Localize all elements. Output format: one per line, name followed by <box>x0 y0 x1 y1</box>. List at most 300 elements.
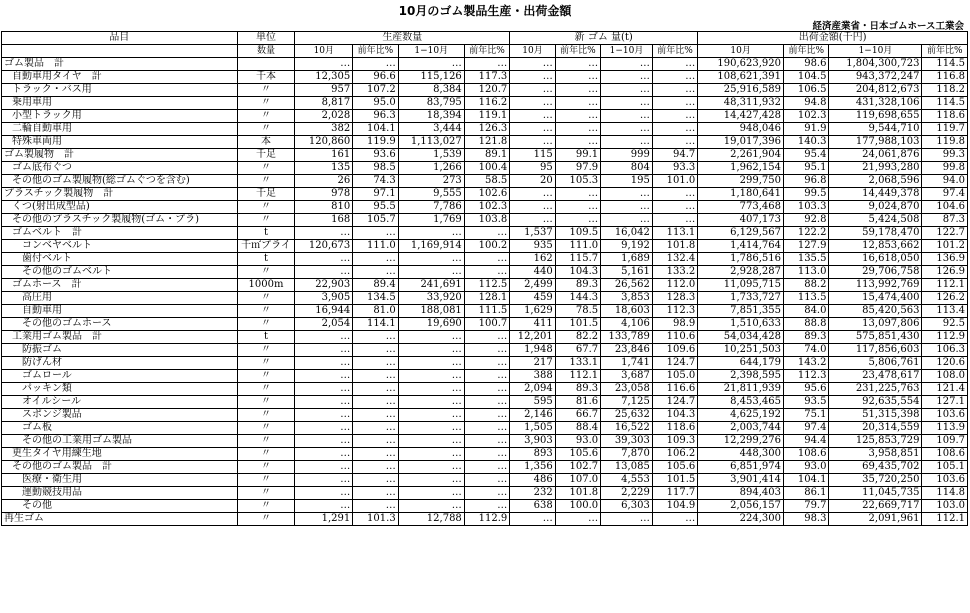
value-cell: 7,786 <box>398 201 464 214</box>
value-cell: 108.6 <box>922 448 968 461</box>
item-unit: 〃 <box>237 474 295 487</box>
value-cell: 106.5 <box>784 84 829 97</box>
value-cell: … <box>464 383 509 396</box>
value-cell: 12,788 <box>398 513 464 526</box>
value-cell: 6,303 <box>601 500 653 513</box>
value-cell: … <box>510 110 555 123</box>
item-unit: 千㎡プライ <box>237 240 295 253</box>
value-cell: 132.4 <box>652 253 697 266</box>
item-unit: 〃 <box>237 396 295 409</box>
value-cell: 105.3 <box>555 175 600 188</box>
value-cell: 115,126 <box>398 71 464 84</box>
value-cell: 4,553 <box>601 474 653 487</box>
table-row <box>2 370 968 383</box>
value-cell: 1,291 <box>295 513 353 526</box>
value-cell: 118.2 <box>922 84 968 97</box>
value-cell: 2,229 <box>601 487 653 500</box>
value-cell: 100.4 <box>464 162 509 175</box>
value-cell: 103.8 <box>464 214 509 227</box>
item-unit: 1000m <box>237 279 295 292</box>
value-cell: 122.7 <box>922 227 968 240</box>
value-cell: 102.7 <box>555 461 600 474</box>
item-name: 自動車用 <box>2 305 238 318</box>
value-cell: 5,424,508 <box>829 214 922 227</box>
table-row <box>2 175 968 188</box>
value-cell: 948,046 <box>698 123 784 136</box>
value-cell: 111.0 <box>353 240 398 253</box>
value-cell: 119.8 <box>922 136 968 149</box>
value-cell: … <box>652 201 697 214</box>
subheader-cell: 1−10月 <box>601 45 653 58</box>
value-cell: 14,449,378 <box>829 188 922 201</box>
value-cell: 104.5 <box>784 71 829 84</box>
value-cell: 18,603 <box>601 305 653 318</box>
value-cell: … <box>601 84 653 97</box>
value-cell: … <box>353 461 398 474</box>
value-cell: … <box>353 227 398 240</box>
value-cell: 11,095,715 <box>698 279 784 292</box>
table-row <box>2 396 968 409</box>
value-cell: … <box>510 188 555 201</box>
value-cell: … <box>652 71 697 84</box>
item-name: 特殊車両用 <box>2 136 238 149</box>
value-cell: 773,468 <box>698 201 784 214</box>
value-cell: 94.7 <box>652 149 697 162</box>
value-cell: 2,499 <box>510 279 555 292</box>
value-cell: … <box>295 474 353 487</box>
value-cell: 12,201 <box>510 331 555 344</box>
value-cell: … <box>510 513 555 526</box>
value-cell: 1,689 <box>601 253 653 266</box>
value-cell: … <box>555 214 600 227</box>
value-cell: … <box>464 474 509 487</box>
value-cell: 67.7 <box>555 344 600 357</box>
value-cell: 133.2 <box>652 266 697 279</box>
value-cell: 19,017,396 <box>698 136 784 149</box>
value-cell: … <box>398 383 464 396</box>
value-cell: 116.8 <box>922 71 968 84</box>
table-row <box>2 305 968 318</box>
value-cell: 22,669,717 <box>829 500 922 513</box>
table-row <box>2 97 968 110</box>
value-cell: … <box>353 396 398 409</box>
value-cell: 9,544,710 <box>829 123 922 136</box>
subheader-cell: 前年比% <box>922 45 968 58</box>
item-unit: 〃 <box>237 305 295 318</box>
item-unit: 〃 <box>237 500 295 513</box>
value-cell: 89.3 <box>784 331 829 344</box>
value-cell: … <box>652 97 697 110</box>
value-cell: 104.1 <box>353 123 398 136</box>
value-cell: … <box>464 344 509 357</box>
value-cell: 111.5 <box>464 305 509 318</box>
value-cell: 119.7 <box>922 123 968 136</box>
value-cell: 54,034,428 <box>698 331 784 344</box>
item-name: 高圧用 <box>2 292 238 305</box>
value-cell: 94.4 <box>784 435 829 448</box>
value-cell: 94.0 <box>922 175 968 188</box>
table-row <box>2 461 968 474</box>
value-cell: 124.7 <box>652 357 697 370</box>
value-cell: 98.6 <box>784 58 829 71</box>
value-cell: 2,146 <box>510 409 555 422</box>
value-cell: … <box>464 409 509 422</box>
table-row <box>2 331 968 344</box>
value-cell: 935 <box>510 240 555 253</box>
item-name: パッキン類 <box>2 383 238 396</box>
value-cell: 978 <box>295 188 353 201</box>
value-cell: 101.8 <box>652 240 697 253</box>
item-unit <box>237 58 295 71</box>
table-row <box>2 409 968 422</box>
item-unit: 〃 <box>237 383 295 396</box>
item-name: その他のゴム製品 計 <box>2 461 238 474</box>
item-unit: 〃 <box>237 123 295 136</box>
value-cell: 14,427,428 <box>698 110 784 123</box>
item-unit: 〃 <box>237 84 295 97</box>
value-cell: 105.0 <box>652 370 697 383</box>
item-name: トラック・バス用 <box>2 84 238 97</box>
item-unit: t <box>237 253 295 266</box>
value-cell: 98.3 <box>784 513 829 526</box>
value-cell: 1,769 <box>398 214 464 227</box>
value-cell: … <box>464 435 509 448</box>
value-cell: 3,905 <box>295 292 353 305</box>
value-cell: 231,225,763 <box>829 383 922 396</box>
subheader-cell: 10月 <box>698 45 784 58</box>
value-cell: 112.3 <box>784 370 829 383</box>
value-cell: 114.5 <box>922 97 968 110</box>
value-cell: 104.6 <box>922 201 968 214</box>
item-unit: 〃 <box>237 214 295 227</box>
table-row <box>2 344 968 357</box>
value-cell: 133.1 <box>555 357 600 370</box>
value-cell: 89.1 <box>464 149 509 162</box>
value-cell: 103.6 <box>922 474 968 487</box>
item-name: その他の工業用ゴム製品 <box>2 435 238 448</box>
item-name: その他のプラスチック製履物(ゴム・プラ) <box>2 214 238 227</box>
value-cell: 1,539 <box>398 149 464 162</box>
item-unit: 〃 <box>237 357 295 370</box>
value-cell: 133,789 <box>601 331 653 344</box>
value-cell: 78.5 <box>555 305 600 318</box>
item-name: ゴム板 <box>2 422 238 435</box>
value-cell: 9,024,870 <box>829 201 922 214</box>
value-cell: … <box>510 136 555 149</box>
value-cell: … <box>464 396 509 409</box>
value-cell: … <box>601 71 653 84</box>
item-name: プラスチック製履物 計 <box>2 188 238 201</box>
value-cell: 16,522 <box>601 422 653 435</box>
value-cell: 83,795 <box>398 97 464 110</box>
value-cell: 107.0 <box>555 474 600 487</box>
header-production: 生産数量 <box>295 32 510 45</box>
value-cell: … <box>510 71 555 84</box>
value-cell: 1,169,914 <box>398 240 464 253</box>
item-name: ゴムベルト 計 <box>2 227 238 240</box>
value-cell: 99.8 <box>922 162 968 175</box>
value-cell: 1,629 <box>510 305 555 318</box>
value-cell: … <box>353 422 398 435</box>
value-cell: 16,618,050 <box>829 253 922 266</box>
value-cell: … <box>510 214 555 227</box>
table-row <box>2 214 968 227</box>
item-name: ゴム製品 計 <box>2 58 238 71</box>
value-cell: 112.9 <box>922 331 968 344</box>
value-cell: 999 <box>601 149 653 162</box>
value-cell: 13,085 <box>601 461 653 474</box>
value-cell: 25,632 <box>601 409 653 422</box>
value-cell: 8,817 <box>295 97 353 110</box>
value-cell: 74.3 <box>353 175 398 188</box>
item-name: ゴムロール <box>2 370 238 383</box>
value-cell: 95 <box>510 162 555 175</box>
value-cell: 143.2 <box>784 357 829 370</box>
value-cell: 575,851,430 <box>829 331 922 344</box>
subheader-cell: 前年比% <box>784 45 829 58</box>
value-cell: 7,870 <box>601 448 653 461</box>
value-cell: … <box>353 500 398 513</box>
value-cell: … <box>398 487 464 500</box>
value-cell: … <box>398 357 464 370</box>
item-name: 防振ゴム <box>2 344 238 357</box>
value-cell: 195 <box>601 175 653 188</box>
value-cell: 20 <box>510 175 555 188</box>
value-cell: … <box>510 97 555 110</box>
value-cell: 108.0 <box>922 370 968 383</box>
value-cell: … <box>464 331 509 344</box>
item-name: その他 <box>2 500 238 513</box>
value-cell: 118.6 <box>922 110 968 123</box>
item-name: 乗用車用 <box>2 97 238 110</box>
value-cell: 106.2 <box>652 448 697 461</box>
header-row-2 <box>2 45 968 58</box>
value-cell: … <box>398 500 464 513</box>
value-cell: 3,901,414 <box>698 474 784 487</box>
value-cell: 25,916,589 <box>698 84 784 97</box>
item-unit: 〃 <box>237 266 295 279</box>
value-cell: 16,944 <box>295 305 353 318</box>
value-cell: 19,690 <box>398 318 464 331</box>
value-cell: 102.6 <box>464 188 509 201</box>
value-cell: … <box>652 123 697 136</box>
subheader-cell: 前年比% <box>464 45 509 58</box>
value-cell: 109.6 <box>652 344 697 357</box>
table-row <box>2 318 968 331</box>
value-cell: 119.9 <box>353 136 398 149</box>
table-row <box>2 110 968 123</box>
value-cell: … <box>353 487 398 500</box>
value-cell: 224,300 <box>698 513 784 526</box>
item-unit: 〃 <box>237 162 295 175</box>
item-name: くつ(射出成型品) <box>2 201 238 214</box>
value-cell: 113.9 <box>922 422 968 435</box>
value-cell: 16,042 <box>601 227 653 240</box>
value-cell: 87.3 <box>922 214 968 227</box>
item-unit: 本 <box>237 136 295 149</box>
value-cell: … <box>398 396 464 409</box>
item-unit: 〃 <box>237 201 295 214</box>
value-cell: … <box>398 370 464 383</box>
value-cell: 1,510,633 <box>698 318 784 331</box>
value-cell: 104.1 <box>784 474 829 487</box>
value-cell: 26,562 <box>601 279 653 292</box>
value-cell: … <box>353 448 398 461</box>
table-row <box>2 292 968 305</box>
value-cell: … <box>555 84 600 97</box>
item-name: 自動車用タイヤ 計 <box>2 71 238 84</box>
value-cell: 177,988,103 <box>829 136 922 149</box>
value-cell: 9,555 <box>398 188 464 201</box>
value-cell: 12,305 <box>295 71 353 84</box>
item-unit: 〃 <box>237 175 295 188</box>
value-cell: 99.3 <box>922 149 968 162</box>
value-cell: … <box>652 136 697 149</box>
value-cell: … <box>295 422 353 435</box>
value-cell: … <box>295 461 353 474</box>
value-cell: … <box>295 331 353 344</box>
value-cell: 109.3 <box>652 435 697 448</box>
table-row <box>2 474 968 487</box>
table-row <box>2 123 968 136</box>
item-unit: 〃 <box>237 487 295 500</box>
value-cell: 119.1 <box>464 110 509 123</box>
value-cell: 98.5 <box>353 162 398 175</box>
value-cell: 188,081 <box>398 305 464 318</box>
value-cell: … <box>398 58 464 71</box>
value-cell: 104.3 <box>652 409 697 422</box>
value-cell: 440 <box>510 266 555 279</box>
value-cell: … <box>398 227 464 240</box>
value-cell: 93.0 <box>784 461 829 474</box>
value-cell: … <box>398 461 464 474</box>
value-cell: 96.6 <box>353 71 398 84</box>
value-cell: 113.1 <box>652 227 697 240</box>
value-cell: 81.6 <box>555 396 600 409</box>
value-cell: 168 <box>295 214 353 227</box>
header-shipment: 出荷金額(千円) <box>698 32 968 45</box>
item-unit: 〃 <box>237 513 295 526</box>
value-cell: 957 <box>295 84 353 97</box>
value-cell: 3,444 <box>398 123 464 136</box>
header-rubber: 新 ゴム 量(t) <box>510 32 698 45</box>
value-cell: 2,028 <box>295 110 353 123</box>
value-cell: 6,851,974 <box>698 461 784 474</box>
value-cell: 102.3 <box>464 201 509 214</box>
value-cell: 134.5 <box>353 292 398 305</box>
value-cell: 23,846 <box>601 344 653 357</box>
value-cell: 10,251,503 <box>698 344 784 357</box>
value-cell: 103.3 <box>784 201 829 214</box>
value-cell: 120.6 <box>922 357 968 370</box>
item-unit: t <box>237 227 295 240</box>
value-cell: 101.3 <box>353 513 398 526</box>
table-row <box>2 435 968 448</box>
value-cell: 126.3 <box>464 123 509 136</box>
value-cell: 3,853 <box>601 292 653 305</box>
value-cell: 127.9 <box>784 240 829 253</box>
item-unit: 〃 <box>237 292 295 305</box>
value-cell: … <box>353 357 398 370</box>
value-cell: … <box>464 253 509 266</box>
value-cell: 117.7 <box>652 487 697 500</box>
value-cell: 135 <box>295 162 353 175</box>
item-name: 運動競技用品 <box>2 487 238 500</box>
value-cell: 1,113,027 <box>398 136 464 149</box>
value-cell: 3,958,851 <box>829 448 922 461</box>
value-cell: 92,635,554 <box>829 396 922 409</box>
value-cell: 105.6 <box>652 461 697 474</box>
value-cell: 21,811,939 <box>698 383 784 396</box>
value-cell: 58.5 <box>464 175 509 188</box>
value-cell: 448,300 <box>698 448 784 461</box>
value-cell: 3,903 <box>510 435 555 448</box>
value-cell: … <box>601 97 653 110</box>
value-cell: 21,993,280 <box>829 162 922 175</box>
value-cell: 89.3 <box>555 383 600 396</box>
subheader-cell: 10月 <box>510 45 555 58</box>
value-cell: 114.8 <box>922 487 968 500</box>
value-cell: 106.3 <box>922 344 968 357</box>
item-unit: 〃 <box>237 318 295 331</box>
value-cell: 431,328,106 <box>829 97 922 110</box>
value-cell: 122.2 <box>784 227 829 240</box>
table-row <box>2 266 968 279</box>
item-name: コンベヤベルト <box>2 240 238 253</box>
value-cell: … <box>652 110 697 123</box>
value-cell: 95.4 <box>784 149 829 162</box>
value-cell: 94.8 <box>784 97 829 110</box>
value-cell: … <box>464 370 509 383</box>
value-cell: 144.3 <box>555 292 600 305</box>
value-cell: 5,806,761 <box>829 357 922 370</box>
value-cell: 24,061,876 <box>829 149 922 162</box>
value-cell: … <box>295 383 353 396</box>
value-cell: 638 <box>510 500 555 513</box>
table-row <box>2 448 968 461</box>
value-cell: … <box>555 123 600 136</box>
value-cell: 103.0 <box>922 500 968 513</box>
value-cell: 59,178,470 <box>829 227 922 240</box>
value-cell: 112.1 <box>922 513 968 526</box>
value-cell: … <box>295 344 353 357</box>
value-cell: 39,303 <box>601 435 653 448</box>
value-cell: 79.7 <box>784 500 829 513</box>
value-cell: 97.9 <box>555 162 600 175</box>
value-cell: 109.5 <box>555 227 600 240</box>
value-cell: … <box>652 58 697 71</box>
table-row <box>2 422 968 435</box>
value-cell: 112.5 <box>464 279 509 292</box>
value-cell: 1,733,727 <box>698 292 784 305</box>
value-cell: 893 <box>510 448 555 461</box>
header-unit: 単位 <box>237 32 295 45</box>
value-cell: … <box>555 58 600 71</box>
value-cell: 22,903 <box>295 279 353 292</box>
header-blank <box>2 45 238 58</box>
item-unit: 千足 <box>237 149 295 162</box>
source-credit: 経済産業省・日本ゴムホース工業会 <box>812 21 964 32</box>
value-cell: … <box>295 227 353 240</box>
value-cell: 75.1 <box>784 409 829 422</box>
item-unit: 〃 <box>237 422 295 435</box>
value-cell: 101.2 <box>922 240 968 253</box>
value-cell: … <box>353 474 398 487</box>
value-cell: 2,068,596 <box>829 175 922 188</box>
value-cell: 127.1 <box>922 396 968 409</box>
value-cell: 117.3 <box>464 71 509 84</box>
value-cell: … <box>353 370 398 383</box>
